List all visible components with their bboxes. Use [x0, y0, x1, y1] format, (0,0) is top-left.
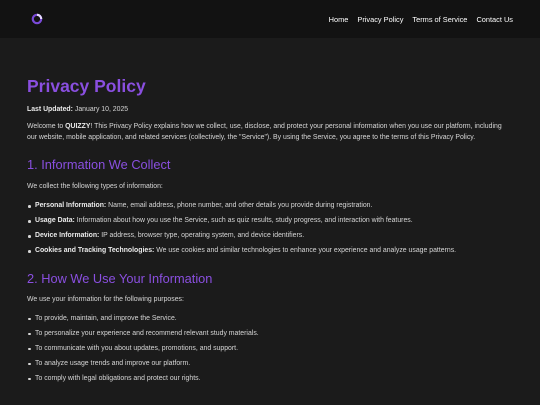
intro-paragraph	[27, 122, 513, 144]
item-label: Usage Data:	[35, 217, 75, 225]
list-item: To analyze usage trends and improve our platform.	[27, 359, 513, 369]
ring-logo-icon[interactable]	[31, 13, 43, 25]
intro-text-after: ! This Privacy Policy explains how we collect, use, disclose, and protect your personal information when you use our platform, including our website, mobile application, and related services (collectively, the "Service"). By using the Service, you agree to the terms of this Privacy Policy.	[27, 122, 502, 141]
section-heading-information-we-collect: 1. Information We Collect	[27, 157, 171, 173]
section2-intro: We use your information for the following purposes:	[27, 296, 184, 304]
item-text: Name, email address, phone number, and other details you provide during registration.	[106, 202, 373, 210]
last-updated	[27, 105, 513, 116]
brand-name: QUIZZY	[65, 122, 91, 130]
usage-purpose-list	[27, 314, 513, 384]
page-title: Privacy Policy	[27, 76, 146, 96]
list-item: To personalize your experience and recommend relevant study materials.	[27, 329, 513, 339]
main-content	[0, 76, 540, 384]
list-item	[27, 201, 513, 211]
list-item: To communicate with you about updates, promotions, and support.	[27, 344, 513, 354]
top-navbar	[0, 0, 540, 38]
last-updated-value: January 10, 2025	[74, 106, 129, 113]
list-item: To comply with legal obligations and protect our rights.	[27, 374, 513, 384]
item-label: Cookies and Tracking Technologies:	[35, 247, 155, 255]
list-item	[27, 231, 513, 241]
item-label: Device Information:	[35, 232, 100, 240]
list-item: To provide, maintain, and improve the Service.	[27, 314, 513, 324]
item-label: Personal Information:	[35, 202, 107, 210]
nav-link-home[interactable]: Home	[328, 14, 349, 24]
nav-link-privacy-policy[interactable]: Privacy Policy	[357, 14, 404, 24]
last-updated-label: Last Updated:	[27, 106, 73, 113]
item-text: We use cookies and similar technologies to enhance your experience and analyze usage patterns.	[154, 247, 457, 255]
item-text: Information about how you use the Service, such as quiz results, study progress, and interaction with features.	[74, 217, 413, 225]
collected-info-list	[27, 201, 513, 256]
list-item	[27, 216, 513, 226]
item-text: IP address, browser type, operating system, and device identifiers.	[99, 232, 305, 240]
intro-text-before: Welcome to	[27, 122, 66, 130]
section-heading-how-we-use-information: 2. How We Use Your Information	[27, 271, 213, 287]
nav-links	[329, 15, 513, 24]
nav-link-terms-of-service[interactable]: Terms of Service	[412, 14, 468, 24]
list-item	[27, 246, 513, 256]
nav-link-contact-us[interactable]: Contact Us	[476, 14, 513, 24]
section1-intro: We collect the following types of information:	[27, 183, 163, 191]
